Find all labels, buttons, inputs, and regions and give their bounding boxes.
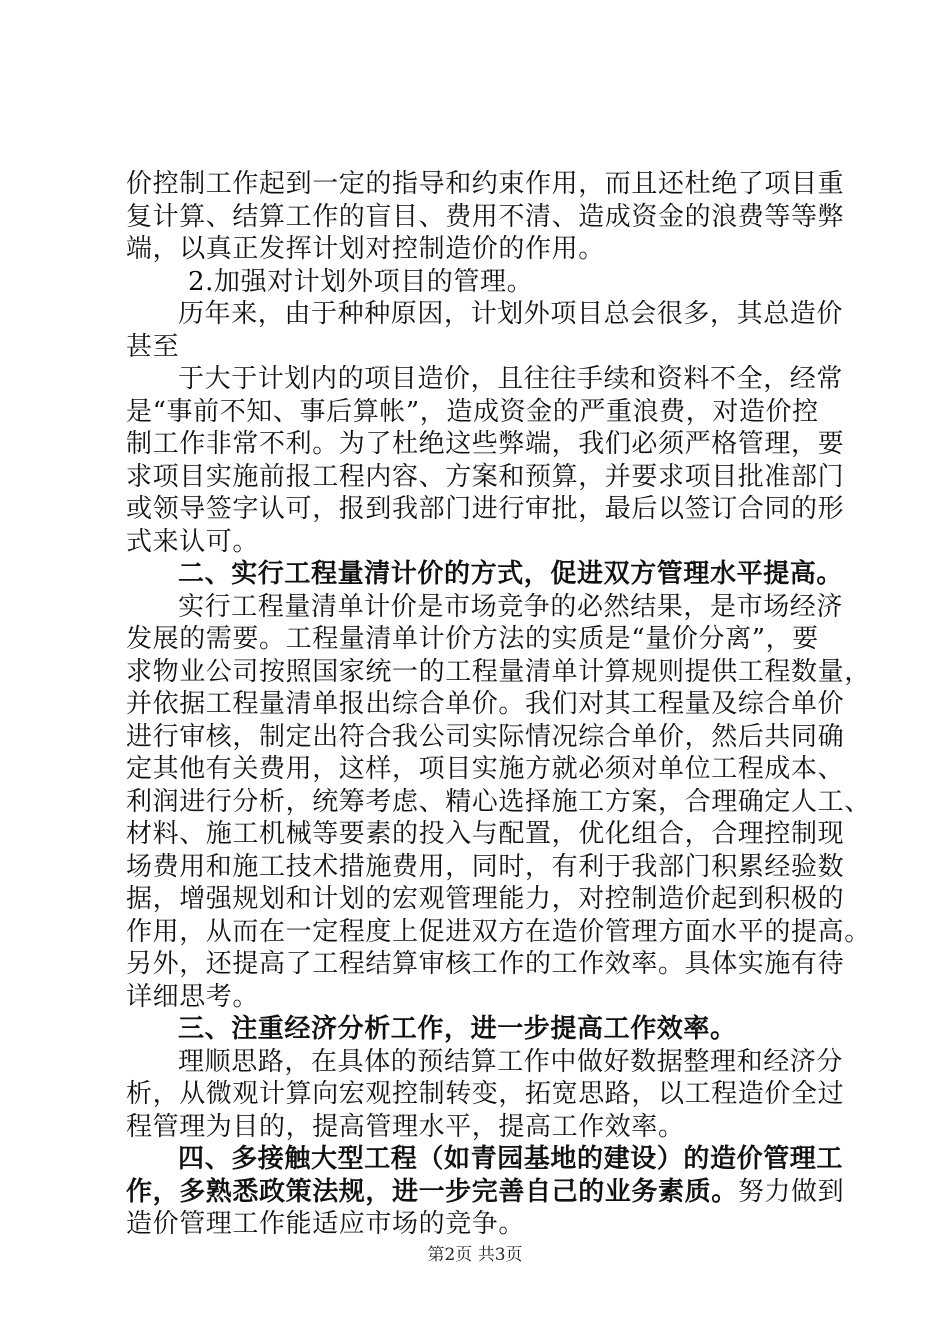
text-line: 是“事前不知、事后算帐”，造成资金的严重浪费，对造价控 xyxy=(126,396,819,427)
text-line: 进行审核，制定出符合我公司实际情况综合单价，然后共同确 xyxy=(126,721,845,752)
text-line: 析，从微观计算向宏观控制转变，拓宽思路，以工程造价全过 xyxy=(126,1079,845,1109)
text-line: 复计算、结算工作的盲目、费用不清、造成资金的浪费等等弊 xyxy=(126,201,845,232)
text-line: 并依据工程量清单报出综合单价。我们对其工程量及综合单价 xyxy=(126,689,845,719)
text-line: 历年来，由于种种原因，计划外项目总会很多，其总造价 xyxy=(178,299,844,329)
section-heading: 四、多接触大型工程（如青园基地的建设）的造价管理工 xyxy=(178,1144,844,1174)
text-line: 场费用和施工技术措施费用，同时，有利于我部门积累经验数 xyxy=(126,851,845,882)
text-line: 甚至 xyxy=(126,331,180,362)
subsection-heading: 2.加强对计划外项目的管理。 xyxy=(188,266,534,297)
text-line: 材料、施工机械等要素的投入与配置，优化组合，合理控制现 xyxy=(126,819,845,849)
text-line: 作用，从而在一定程度上促进双方在造价管理方面水平的提高。 xyxy=(126,916,871,947)
text-line: 理顺思路，在具体的预结算工作中做好数据整理和经济分 xyxy=(178,1046,844,1077)
text-line: 求项目实施前报工程内容、方案和预算，并要求项目批准部门 xyxy=(126,461,845,492)
text-line: 详细思考。 xyxy=(126,981,260,1012)
text-line: 发展的需要。工程量清单计价方法的实质是“量价分离”，要 xyxy=(126,624,819,654)
text-line: 造价管理工作能适应市场的竞争。 xyxy=(126,1209,526,1239)
text-line: 实行工程量清单计价是市场竞争的必然结果，是市场经济 xyxy=(178,591,844,622)
text-line: 利润进行分析，统筹考虑、精心选择施工方案，合理确定人工、 xyxy=(126,786,871,817)
document-body xyxy=(126,168,871,1241)
text-line: 式来认可。 xyxy=(126,526,260,557)
section-heading: 三、注重经济分析工作，进一步提高工作效率。 xyxy=(178,1014,737,1044)
text-line: 端，以真正发挥计划对控制造价的作用。 xyxy=(126,234,605,264)
text-line: 程管理为目的，提高管理水平，提高工作效率。 xyxy=(126,1111,685,1142)
text-line xyxy=(126,1176,845,1209)
section-heading: 二、实行工程量清计价的方式，促进双方管理水平提高。 xyxy=(178,559,844,589)
text-fragment: 努力做到 xyxy=(737,1176,845,1207)
text-line: 求物业公司按照国家统一的工程量清单计算规则提供工程数量， xyxy=(126,656,871,687)
text-line: 另外，还提高了工程结算审核工作的工作效率。具体实施有待 xyxy=(126,949,845,979)
text-line: 或领导签字认可，报到我部门进行审批，最后以签订合同的形 xyxy=(126,494,845,524)
text-line: 定其他有关费用，这样，项目实施方就必须对单位工程成本、 xyxy=(126,754,845,784)
section-heading-continued: 作，多熟悉政策法规，进一步完善自己的业务素质。 xyxy=(126,1176,738,1207)
text-line: 价控制工作起到一定的指导和约束作用，而且还杜绝了项目重 xyxy=(126,169,845,199)
text-line: 于大于计划内的项目造价，且往往手续和资料不全，经常 xyxy=(178,364,844,394)
text-line: 据，增强规划和计划的宏观管理能力，对控制造价起到积极的 xyxy=(126,884,845,914)
page-footer: 第2页 共3页 xyxy=(427,1245,523,1265)
text-line: 制工作非常不利。为了杜绝这些弊端，我们必须严格管理，要 xyxy=(126,429,845,459)
